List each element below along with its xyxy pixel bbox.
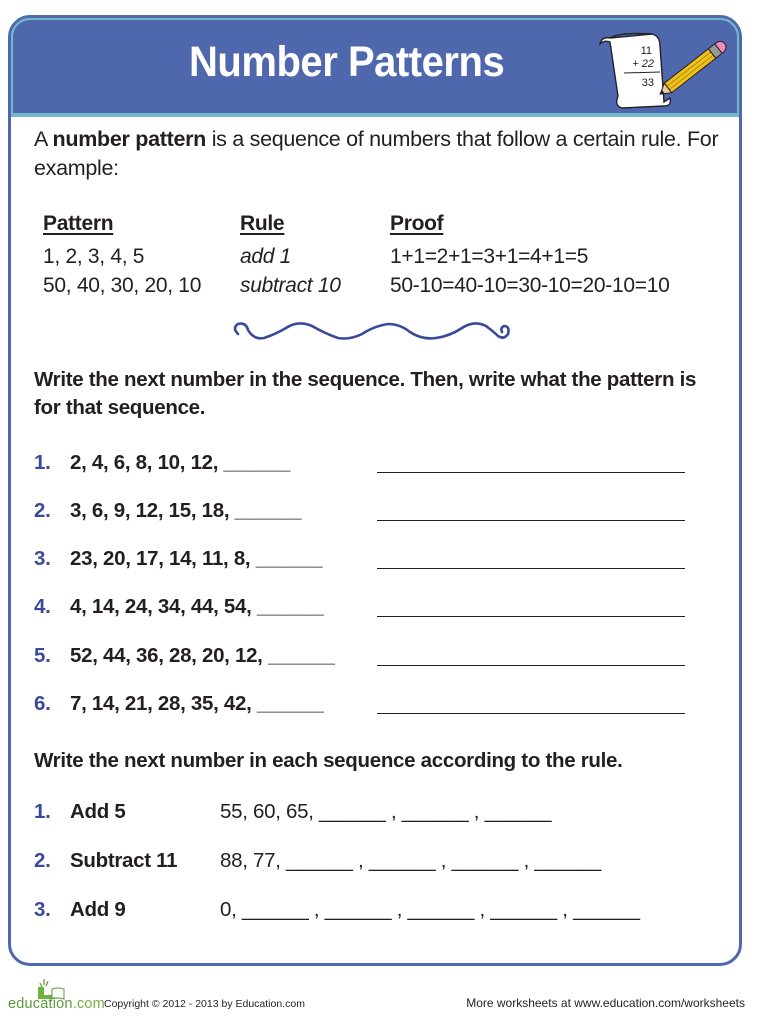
section2-instruction: Write the next number in each sequence according to the rule. — [34, 749, 623, 772]
copyright-text: Copyright © 2012 - 2013 by Education.com — [104, 998, 305, 1010]
pattern-header: Pattern — [43, 212, 114, 235]
pattern-answer-line[interactable] — [377, 616, 685, 617]
header-banner — [11, 18, 739, 117]
pattern-answer-line[interactable] — [377, 520, 685, 521]
example-pattern-1: 1, 2, 3, 4, 5 — [43, 245, 145, 268]
intro-paragraph — [34, 125, 724, 183]
sum-top: 11 — [640, 45, 652, 57]
sum-result: 33 — [641, 77, 654, 89]
example-rule-2: subtract 10 — [240, 274, 341, 297]
question-sequence[interactable]: 88, 77, ______ , ______ , ______ , ______ — [220, 849, 601, 872]
page-title: Number Patterns — [189, 38, 505, 86]
question-sequence[interactable]: 55, 60, 65, ______ , ______ , ______ — [220, 800, 552, 823]
logo-main: education — [8, 996, 73, 1012]
question-sequence[interactable]: 7, 14, 21, 28, 35, 42, ______ — [70, 692, 324, 715]
example-proof-2: 50-10=40-10=30-10=20-10=10 — [390, 274, 670, 297]
footer-logo-text[interactable] — [8, 996, 105, 1012]
more-worksheets-link[interactable]: More worksheets at www.education.com/worksheets — [466, 996, 745, 1010]
question-number: 3. — [34, 547, 51, 570]
question-number: 4. — [34, 595, 51, 618]
question-rule: Subtract 11 — [70, 849, 178, 872]
rule-header: Rule — [240, 212, 285, 235]
question-rule: Add 5 — [70, 800, 126, 823]
question-sequence[interactable]: 52, 44, 36, 28, 20, 12, ______ — [70, 644, 335, 667]
question-number: 3. — [34, 898, 51, 921]
sum-middle: + 22 — [632, 58, 654, 70]
intro-term: number pattern — [52, 127, 207, 151]
intro-prefix: A — [34, 127, 53, 151]
question-number: 6. — [34, 692, 51, 715]
pattern-answer-line[interactable] — [377, 472, 685, 473]
example-rule-column — [240, 209, 341, 300]
question-number: 2. — [34, 849, 51, 872]
example-rule-1: add 1 — [240, 245, 292, 268]
example-proof-column — [390, 209, 669, 300]
intro-suffix: is a sequence of numbers that follow a certain rule. For example: — [34, 127, 719, 180]
question-rule: Add 9 — [70, 898, 126, 921]
pattern-answer-line[interactable] — [377, 713, 685, 714]
question-sequence[interactable]: 4, 14, 24, 34, 44, 54, ______ — [70, 595, 324, 618]
logo-suffix: .com — [72, 996, 105, 1012]
question-number: 1. — [34, 800, 51, 823]
example-pattern-column — [43, 209, 201, 300]
example-pattern-2: 50, 40, 30, 20, 10 — [43, 274, 202, 297]
decorative-squiggle-divider — [228, 318, 518, 350]
question-sequence[interactable]: 3, 6, 9, 12, 15, 18, ______ — [70, 499, 302, 522]
question-sequence[interactable]: 0, ______ , ______ , ______ , ______ , ______ — [220, 898, 640, 921]
question-sequence[interactable]: 23, 20, 17, 14, 11, 8, ______ — [70, 547, 323, 570]
section1-instruction: Write the next number in the sequence. Then, write what the pattern is for that sequence. — [34, 368, 697, 419]
pattern-answer-line[interactable] — [377, 665, 685, 666]
question-number: 2. — [34, 499, 51, 522]
pattern-answer-line[interactable] — [377, 568, 685, 569]
proof-header: Proof — [390, 212, 444, 235]
scroll-with-pencil-icon — [594, 26, 734, 114]
question-number: 5. — [34, 644, 51, 667]
question-number: 1. — [34, 451, 51, 474]
example-proof-1: 1+1=2+1=3+1=4+1=5 — [390, 245, 589, 268]
question-sequence[interactable]: 2, 4, 6, 8, 10, 12, ______ — [70, 451, 291, 474]
